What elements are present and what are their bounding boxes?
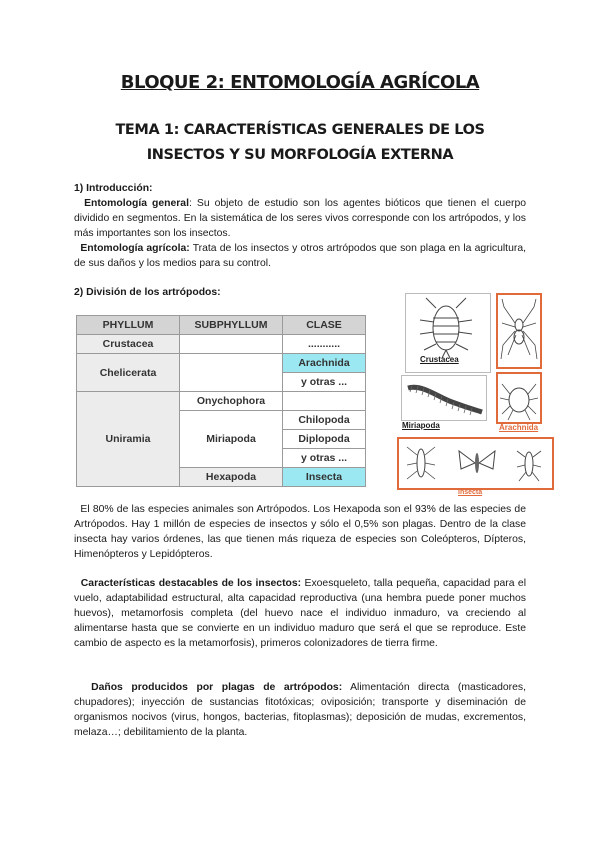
col-phyllum: PHYLLUM bbox=[77, 316, 180, 335]
mite-drawing bbox=[498, 374, 540, 422]
term-entomologia-general: Entomología general bbox=[84, 198, 189, 209]
section-2-heading: 2) División de los artrópodos: bbox=[74, 287, 221, 298]
insect-features-text: Exoesqueleto, talla pequeña, capacidad para el vuelo, adaptabilidad estructural, alta capacidad reproductiva (una hembra puede poner muchos huevos), metamorfosis completa (del huevo nace el individuo inmaduro, va creciendo al alimentarse hasta que se convierte en un individuo maduro que será el que se reproduce. Este cambio de aspecto es la metamorfosis), primeros colonizadores de tierra firme. bbox=[74, 578, 527, 649]
def-entomologia-general: : Su objeto de estudio son los agentes bióticos que tienen el cuerpo dividido en segmentos. En la sistemática de los seres vivos corresponde con los artrópodos, y los más importantes son los insectos. bbox=[74, 198, 527, 239]
paragraph-insect-features bbox=[74, 576, 526, 651]
pest-damage-text: Alimentación directa (masticadores, chupadores); inyección de sustancias fitotóxicas; oviposición; transporte y diseminación de organismos nocivos (virus, hongos, bacterias, fitoplasmas); deposición de mudas, excrementos, melaza…; debilitamiento de la planta. bbox=[74, 682, 526, 738]
cell-crustacea-clase: ........... bbox=[283, 335, 366, 354]
cell-empty bbox=[180, 335, 283, 354]
cell-chelicerata: Chelicerata bbox=[77, 354, 180, 392]
cell-diplopoda: Diplopoda bbox=[283, 430, 366, 449]
term-danos: Daños producidos por plagas de artrópodos: bbox=[91, 682, 343, 693]
page-title: BLOQUE 2: ENTOMOLOGÍA AGRÍCOLA bbox=[120, 72, 480, 93]
table-header-row bbox=[77, 316, 366, 335]
caption-crustacea: Crustacea bbox=[420, 355, 459, 364]
cell-onychophora: Onychophora bbox=[180, 392, 283, 411]
col-subphyllum: SUBPHYLLUM bbox=[180, 316, 283, 335]
caption-insecta: Insecta bbox=[458, 489, 483, 496]
cell-miriapoda: Miriapoda bbox=[180, 411, 283, 468]
miriapoda-drawing bbox=[402, 376, 486, 420]
intro-definition-agricola bbox=[74, 241, 526, 271]
page-subtitle: TEMA 1: CARACTERÍSTICAS GENERALES DE LOS INSECTOS Y SU MORFOLOGÍA EXTERNA bbox=[115, 122, 485, 163]
table-row bbox=[77, 392, 366, 411]
caption-arachnida: Arachnida bbox=[499, 423, 539, 432]
term-entomologia-agricola: Entomología agrícola: bbox=[80, 243, 190, 254]
section-1-heading: 1) Introducción: bbox=[74, 183, 153, 194]
paragraph-species-stats bbox=[74, 502, 526, 562]
insecta-image bbox=[397, 437, 554, 490]
arthropod-classification-table bbox=[76, 315, 366, 487]
cell-empty bbox=[283, 392, 366, 411]
table-row bbox=[77, 354, 366, 373]
def-entomologia-agricola: Trata de los insectos y otros artrópodos que son plaga en la agricultura, de sus daños y los medios para su control. bbox=[74, 243, 526, 269]
table-row bbox=[77, 335, 366, 354]
miriapoda-image bbox=[401, 375, 487, 421]
col-clase: CLASE bbox=[283, 316, 366, 335]
cell-otras-1: y otras ... bbox=[283, 373, 366, 392]
cell-arachnida: Arachnida bbox=[283, 354, 366, 373]
species-stats-text: El 80% de las especies animales son Artrópodos. Los Hexapoda son el 93% de las especies de Artrópodos. Hay 1 millón de especies de insectos y sólo el 0,5% son plagas. Dentro de la clase insecta hay varios órdenes, las que tienen más riqueza de especies son Coleópteros, Dípteros, Himenópteros y Lepidópteros. bbox=[74, 504, 526, 560]
cell-crustacea: Crustacea bbox=[77, 335, 180, 354]
cell-insecta: Insecta bbox=[283, 468, 366, 487]
spider-image bbox=[496, 293, 542, 369]
arachnida-image bbox=[496, 372, 542, 424]
term-caracteristicas: Características destacables de los insectos: bbox=[80, 578, 302, 589]
cell-uniramia: Uniramia bbox=[77, 392, 180, 487]
cell-otras-2: y otras ... bbox=[283, 449, 366, 468]
cell-empty bbox=[180, 354, 283, 392]
insecta-drawing bbox=[399, 439, 552, 488]
cell-chilopoda: Chilopoda bbox=[283, 411, 366, 430]
cell-hexapoda: Hexapoda bbox=[180, 468, 283, 487]
spider-drawing bbox=[498, 295, 540, 367]
paragraph-pest-damage bbox=[74, 680, 526, 740]
intro-definition-general bbox=[74, 196, 526, 241]
caption-miriapoda: Miriapoda bbox=[402, 421, 440, 430]
